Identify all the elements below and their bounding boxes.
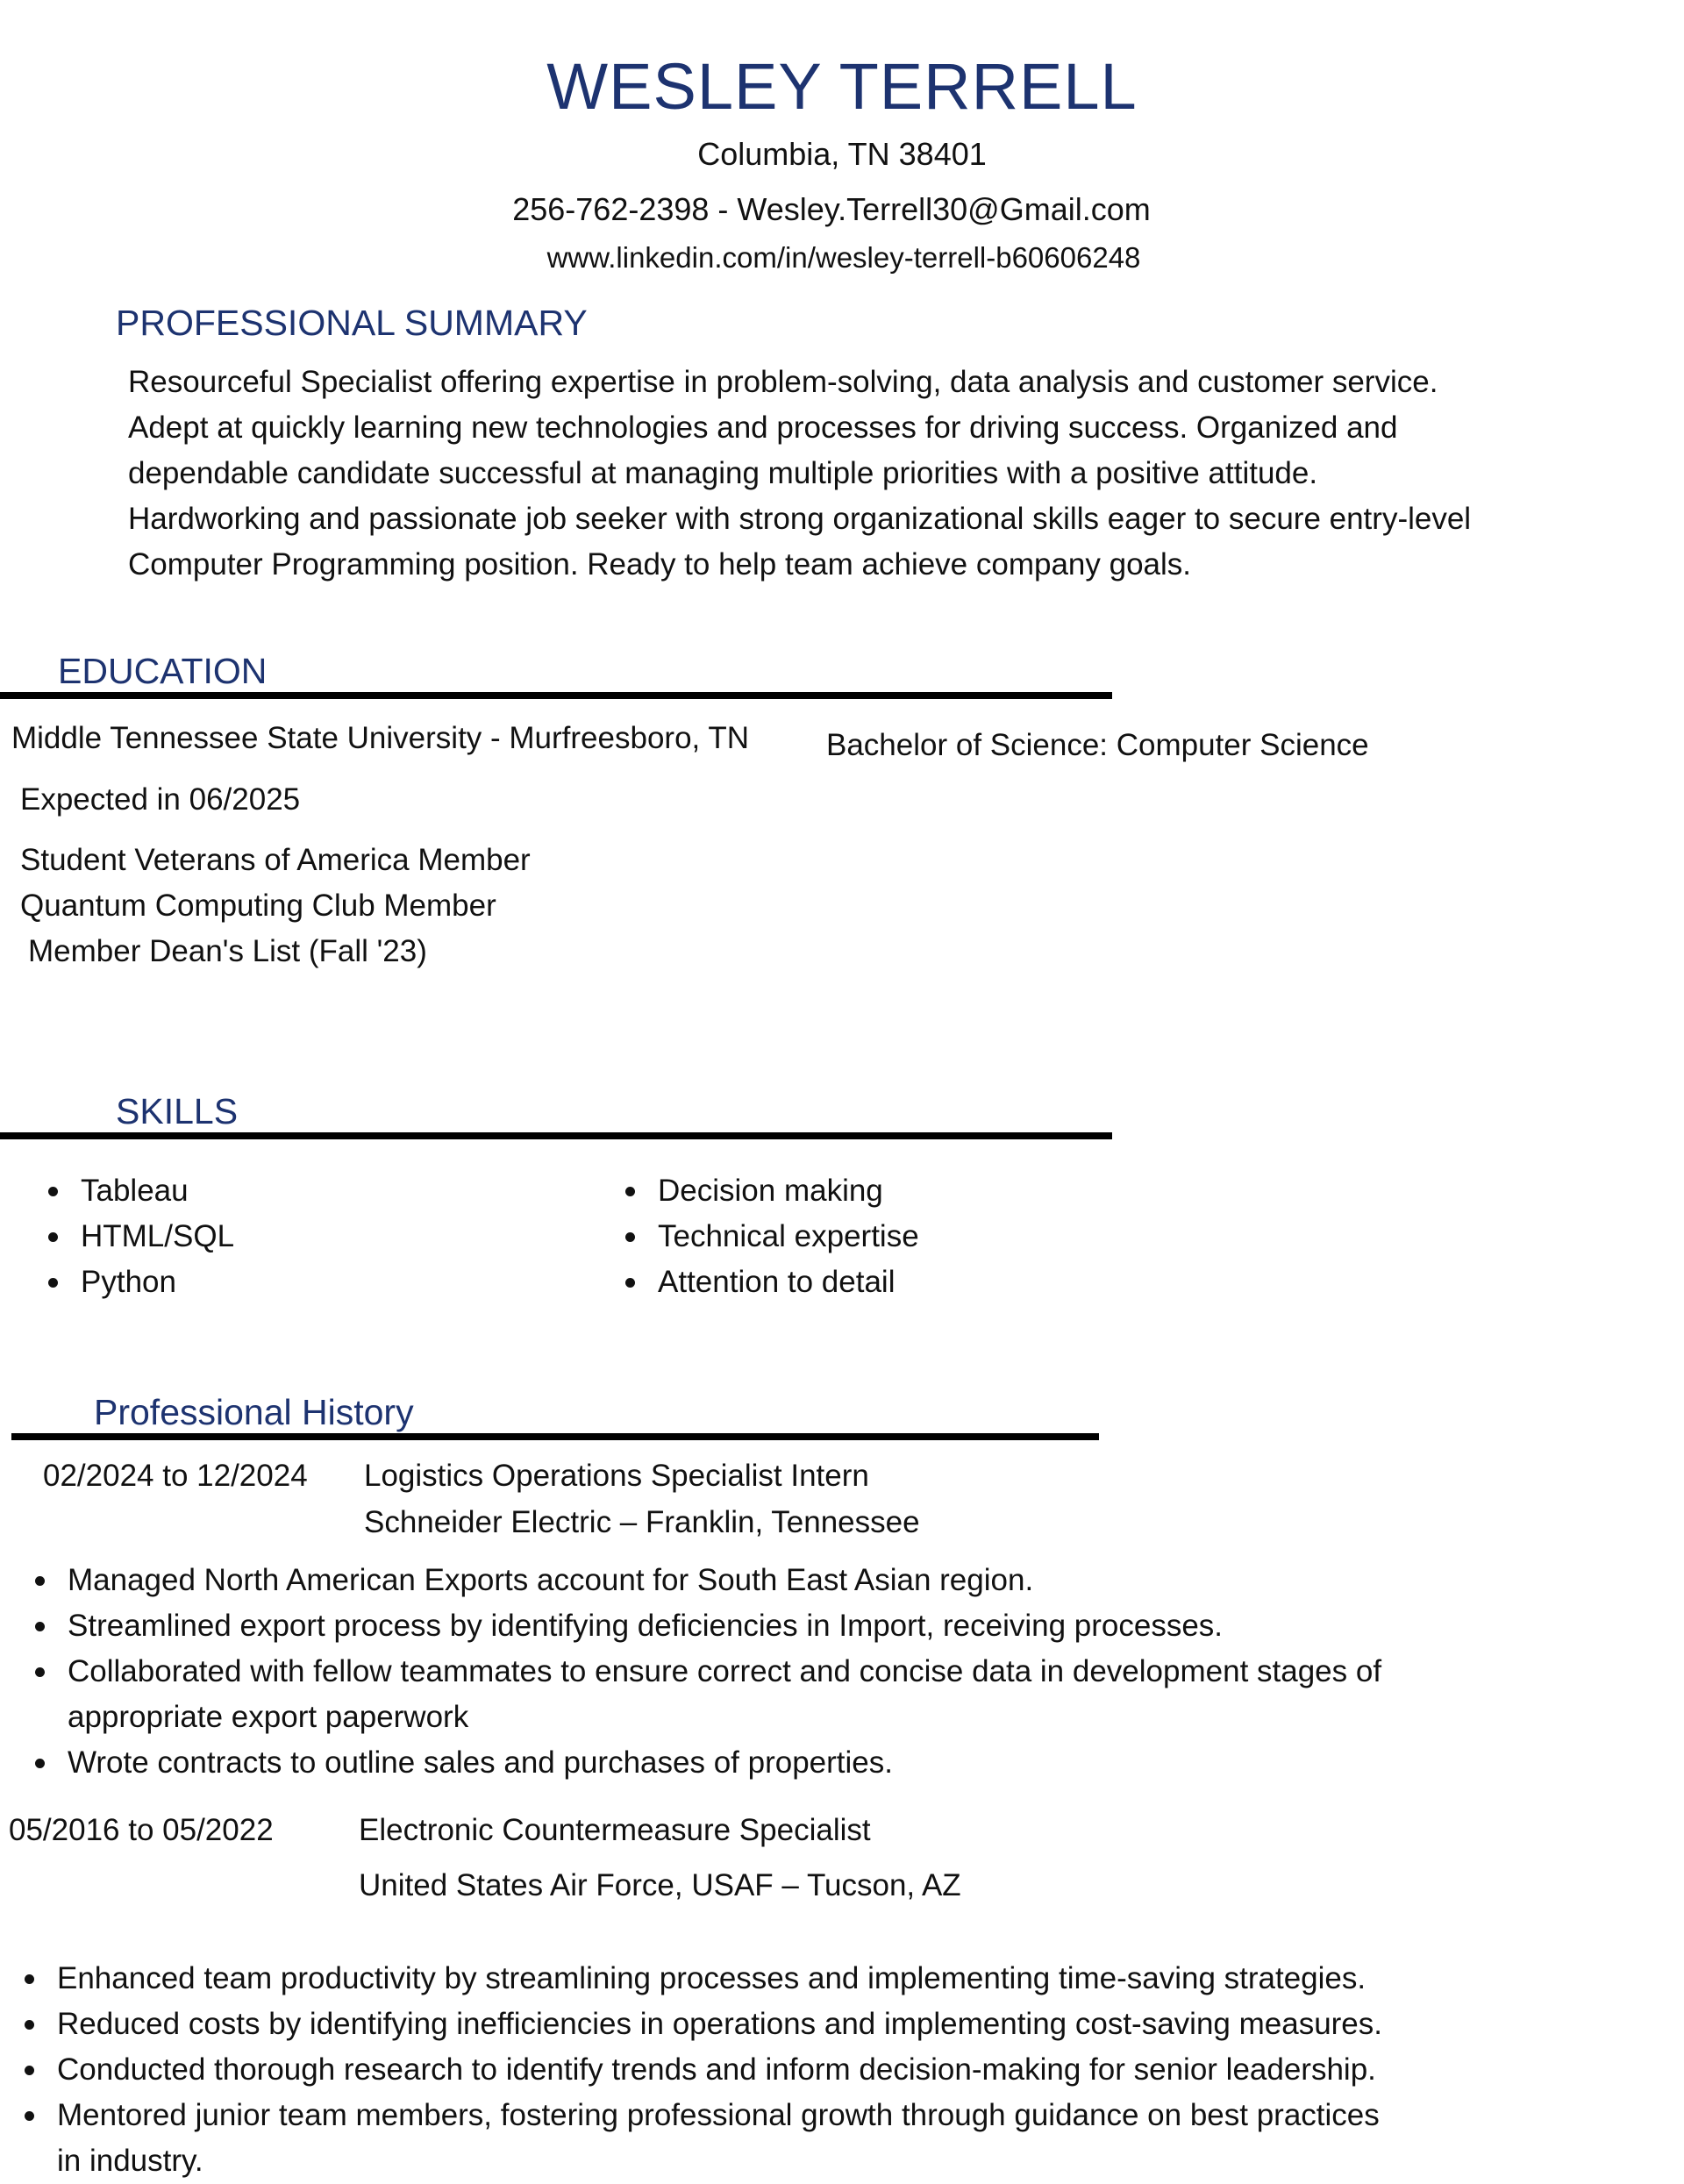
job-bullet-continuation: in industry.: [57, 2144, 203, 2178]
skill-item: HTML/SQL: [81, 1214, 234, 1260]
school-name: Middle Tennessee State University - Murfreesboro, TN: [11, 721, 750, 755]
job-bullet: Mentored junior team members, fostering professional growth through guidance on best practices: [57, 2093, 1382, 2138]
job-bullets: [68, 1558, 1381, 1786]
skills-list-left: [81, 1168, 234, 1305]
summary-line: Adept at quickly learning new technologies and processes for driving success. Organized and: [128, 410, 1398, 445]
job-company: United States Air Force, USAF – Tucson, AZ: [359, 1868, 961, 1902]
summary-heading: PROFESSIONAL SUMMARY: [116, 303, 588, 343]
section-divider: [0, 1132, 1112, 1139]
summary-line: dependable candidate successful at managing multiple priorities with a positive attitude.: [128, 456, 1318, 490]
history-heading: Professional History: [94, 1392, 414, 1432]
candidate-name: WESLEY TERRELL: [546, 50, 1138, 123]
job-title: Electronic Countermeasure Specialist: [359, 1813, 871, 1847]
skill-item: Technical expertise: [658, 1214, 919, 1260]
job-bullets: [57, 1956, 1382, 2184]
job-bullet: Enhanced team productivity by streamlining processes and implementing time-saving strategies.: [57, 1956, 1382, 2002]
job-company: Schneider Electric – Franklin, Tennessee: [364, 1505, 920, 1539]
skill-item: Tableau: [81, 1168, 234, 1214]
skill-item: Decision making: [658, 1168, 919, 1214]
job-bullet: Collaborated with fellow teammates to ensure correct and concise data in development stages of: [68, 1649, 1381, 1695]
summary-line: Computer Programming position. Ready to help team achieve company goals.: [128, 547, 1192, 582]
phone-email: 256-762-2398 - Wesley.Terrell30@Gmail.com: [512, 191, 1151, 227]
job-bullet-continuation: appropriate export paperwork: [68, 1700, 469, 1734]
location: Columbia, TN 38401: [697, 136, 987, 172]
graduation-date: Expected in 06/2025: [20, 782, 301, 817]
skills-list-right: [658, 1168, 919, 1305]
job-dates: 05/2016 to 05/2022: [9, 1813, 274, 1847]
summary-text: [128, 360, 1566, 588]
job-bullet: Managed North American Exports account for South East Asian region.: [68, 1558, 1381, 1603]
section-divider: [11, 1433, 1099, 1440]
job-dates: 02/2024 to 12/2024: [43, 1459, 308, 1493]
activity-item: Quantum Computing Club Member: [20, 889, 496, 923]
job-title: Logistics Operations Specialist Intern: [364, 1459, 869, 1493]
activity-item: Student Veterans of America Member: [20, 843, 531, 877]
activity-item: Member Dean's List (Fall '23): [28, 934, 427, 968]
summary-line: Resourceful Specialist offering expertise in problem-solving, data analysis and customer service.: [128, 365, 1438, 399]
job-bullet: Conducted thorough research to identify trends and inform decision-making for senior leadership.: [57, 2047, 1382, 2093]
summary-line: Hardworking and passionate job seeker with strong organizational skills eager to secure entry-level: [128, 502, 1472, 536]
degree: Bachelor of Science: Computer Science: [826, 728, 1369, 762]
skills-heading: SKILLS: [116, 1091, 239, 1131]
job-bullet: Reduced costs by identifying inefficiencies in operations and implementing cost-saving measures.: [57, 2002, 1382, 2047]
skill-item: Attention to detail: [658, 1260, 919, 1305]
job-bullet: Wrote contracts to outline sales and purchases of properties.: [68, 1740, 1381, 1786]
skill-item: Python: [81, 1260, 234, 1305]
job-bullet: Streamlined export process by identifying deficiencies in Import, receiving processes.: [68, 1603, 1381, 1649]
section-divider: [0, 692, 1112, 699]
education-heading: EDUCATION: [58, 651, 268, 691]
linkedin-url: www.linkedin.com/in/wesley-terrell-b60606248: [546, 241, 1141, 274]
